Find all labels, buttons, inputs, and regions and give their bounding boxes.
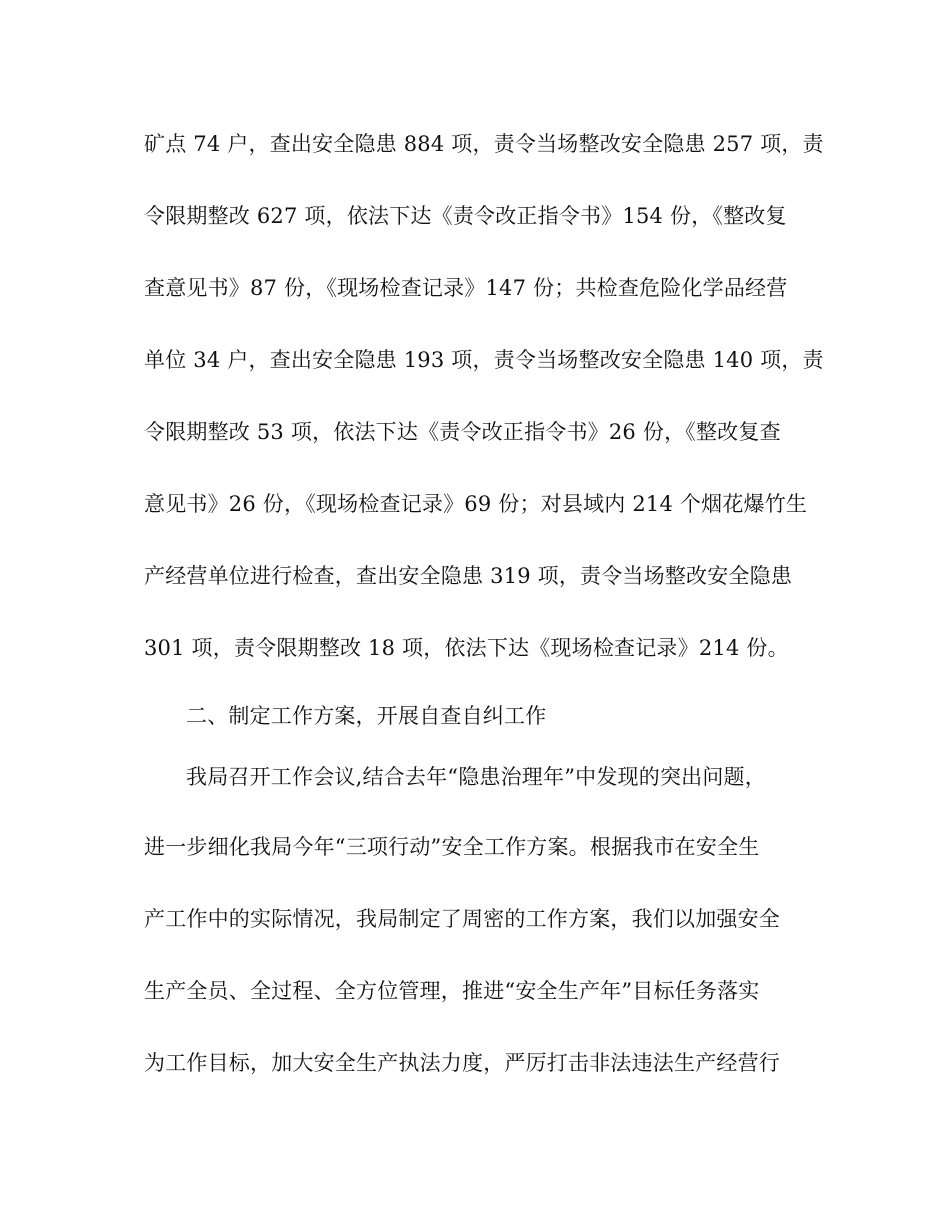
paragraph-1-line-6: 意见书》26 份，《现场检查记录》69 份；对县域内 214 个烟花爆竹生 — [144, 492, 808, 516]
paragraph-1-line-5: 令限期整改 53 项，依法下达《责令改正指令书》26 份，《整改复查 — [144, 420, 781, 444]
paragraph-2-line-4: 生产全员、全过程、全方位管理，推进“安全生产年”目标任务落实 — [144, 979, 760, 1003]
paragraph-2-line-5: 为工作目标，加大安全生产执法力度，严厉打击非法违法生产经营行 — [144, 1051, 780, 1075]
paragraph-1-line-3: 查意见书》87 份，《现场检查记录》147 份；共检查危险化学品经营 — [144, 276, 788, 300]
paragraph-2-line-3: 产工作中的实际情况，我局制定了周密的工作方案，我们以加强安全 — [144, 907, 780, 931]
paragraph-2-line-1: 我局召开工作会议,结合去年“隐患治理年”中发现的突出问题， — [186, 765, 766, 789]
section-heading: 二、制定工作方案，开展自查自纠工作 — [186, 704, 547, 728]
paragraph-1-line-2: 令限期整改 627 项，依法下达《责令改正指令书》154 份，《整改复 — [144, 204, 787, 228]
paragraph-1-line-4: 单位 34 户，查出安全隐患 193 项，责令当场整改安全隐患 140 项，责 — [144, 348, 824, 372]
paragraph-1-line-8: 301 项，责令限期整改 18 项，依法下达《现场检查记录》214 份。 — [144, 636, 789, 660]
paragraph-1-line-7: 产经营单位进行检查，查出安全隐患 319 项，责令当场整改安全隐患 — [144, 564, 793, 588]
paragraph-1-line-1: 矿点 74 户，查出安全隐患 884 项，责令当场整改安全隐患 257 项，责 — [144, 132, 824, 156]
paragraph-2-line-2: 进一步细化我局今年“三项行动”安全工作方案。根据我市在安全生 — [144, 835, 760, 859]
